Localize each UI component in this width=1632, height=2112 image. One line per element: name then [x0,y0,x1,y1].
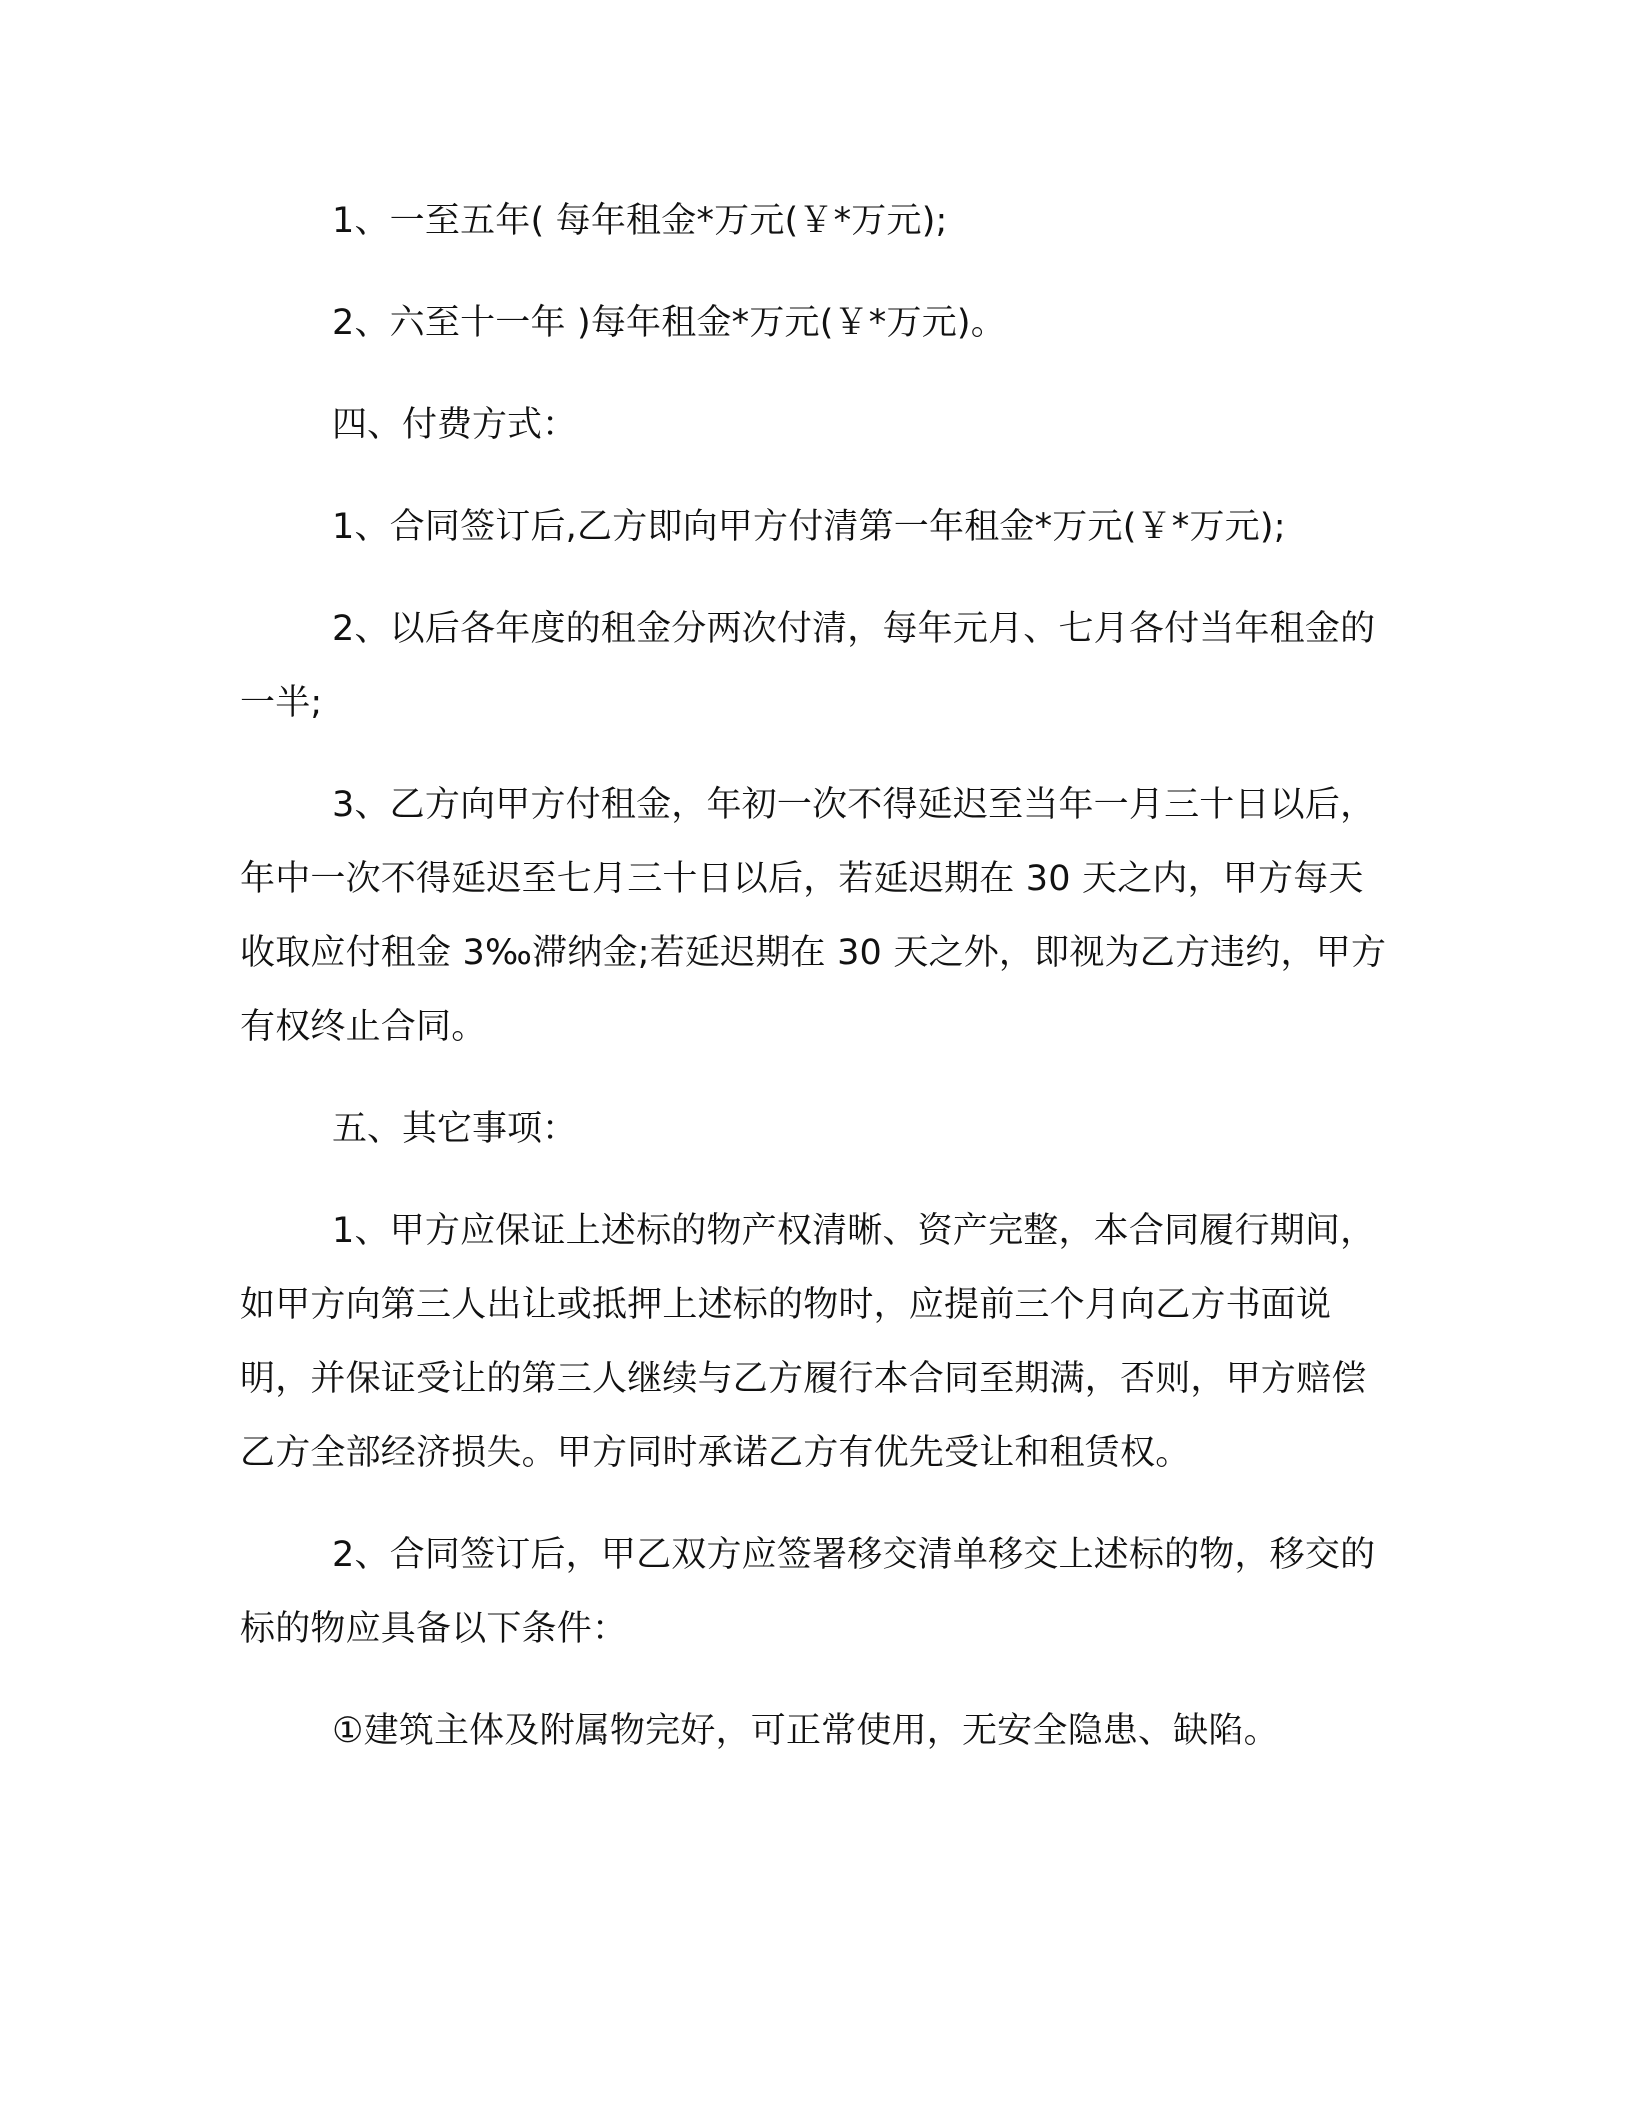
other-clause-2: 2、合同签订后，甲乙双方应签署移交清单移交上述标的物，移交的标的物应具备以下条件： [240,1535,1376,1649]
rent-term-1: 1、一至五年( 每年租金*万元(￥*万元); [332,201,948,241]
section-heading-other: 五、其它事项： [332,1109,578,1149]
handover-condition-1: ①建筑主体及附属物完好，可正常使用，无安全隐患、缺陷。 [332,1711,1279,1751]
other-clause-1: 1、甲方应保证上述标的物产权清晰、资产完整，本合同履行期间，如甲方向第三人出让或抵押上述标的物时，应提前三个月向乙方书面说明，并保证受让的第三人继续与乙方履行本合同至期满，否则，甲方赔偿乙方全部经济损失。甲方同时承诺乙方有优先受让和租赁权。 [240,1211,1376,1473]
payment-clause-1: 1、合同签订后,乙方即向甲方付清第一年租金*万元(￥*万元); [332,507,1286,547]
document-body [240,184,1390,1796]
payment-clause-2: 2、以后各年度的租金分两次付清，每年元月、七月各付当年租金的一半; [240,609,1376,723]
section-heading-payment: 四、付费方式： [332,405,578,445]
payment-clause-3: 3、乙方向甲方付租金，年初一次不得延迟至当年一月三十日以后，年中一次不得延迟至七月三十日以后，若延迟期在 30 天之内，甲方每天收取应付租金 3‰滞纳金;若延迟期在 30 天之外，即视为乙方违约，甲方有权终止合同。 [240,785,1387,1047]
rent-term-2: 2、六至十一年 )每年租金*万元(￥*万元)。 [332,303,1006,343]
